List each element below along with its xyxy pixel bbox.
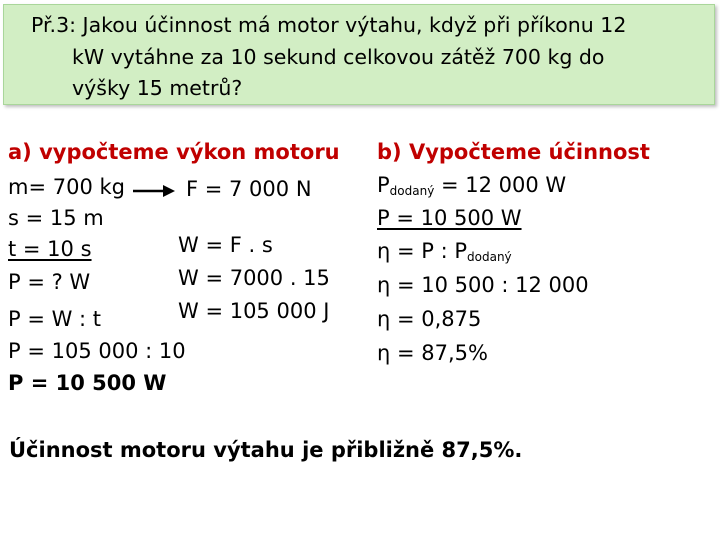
efficiency-formula-main: η = P : P (377, 239, 468, 263)
power-result: P = 10 500 W (8, 371, 167, 395)
task-line-1: Př.3: Jakou účinnost má motor výtahu, když při příkonu 12 (31, 13, 627, 37)
conclusion-text: Účinnost motoru výtahu je přibližně 87,5%. (9, 438, 523, 462)
mass-value: m= 700 kg (8, 175, 125, 199)
task-line-3: výšky 15 metrů? (72, 76, 243, 100)
work-result: W = 105 000 J (178, 299, 330, 323)
power-formula: P = W : t (8, 307, 102, 331)
task-line-2: kW vytáhne za 10 sekund celkovou zátěž 700 kg do (72, 45, 605, 69)
efficiency-percent: η = 87,5% (377, 341, 488, 365)
input-power-amount: = 12 000 W (434, 173, 567, 197)
power-values: P = 105 000 : 10 (8, 339, 186, 363)
input-power-value (377, 172, 566, 198)
efficiency-formula-subscript: dodaný (467, 250, 512, 264)
force-value: F = 7 000 N (186, 177, 312, 201)
work-formula: W = F . s (178, 233, 273, 257)
power-unknown: P = ? W (8, 270, 91, 294)
input-power-symbol: P (377, 173, 390, 197)
output-power-value: P = 10 500 W (377, 206, 522, 230)
part-a-heading: a) vypočteme výkon motoru (8, 140, 340, 164)
work-values: W = 7000 . 15 (178, 266, 330, 290)
time-value: t = 10 s (8, 237, 92, 261)
efficiency-values: η = 10 500 : 12 000 (377, 273, 589, 297)
task-statement-box (3, 4, 715, 105)
efficiency-formula (377, 238, 512, 264)
efficiency-decimal: η = 0,875 (377, 307, 482, 331)
distance-value: s = 15 m (8, 206, 104, 230)
input-power-subscript: dodaný (389, 184, 435, 198)
right-arrow-icon (131, 183, 177, 199)
part-b-heading: b) Vypočteme účinnost (377, 140, 650, 164)
